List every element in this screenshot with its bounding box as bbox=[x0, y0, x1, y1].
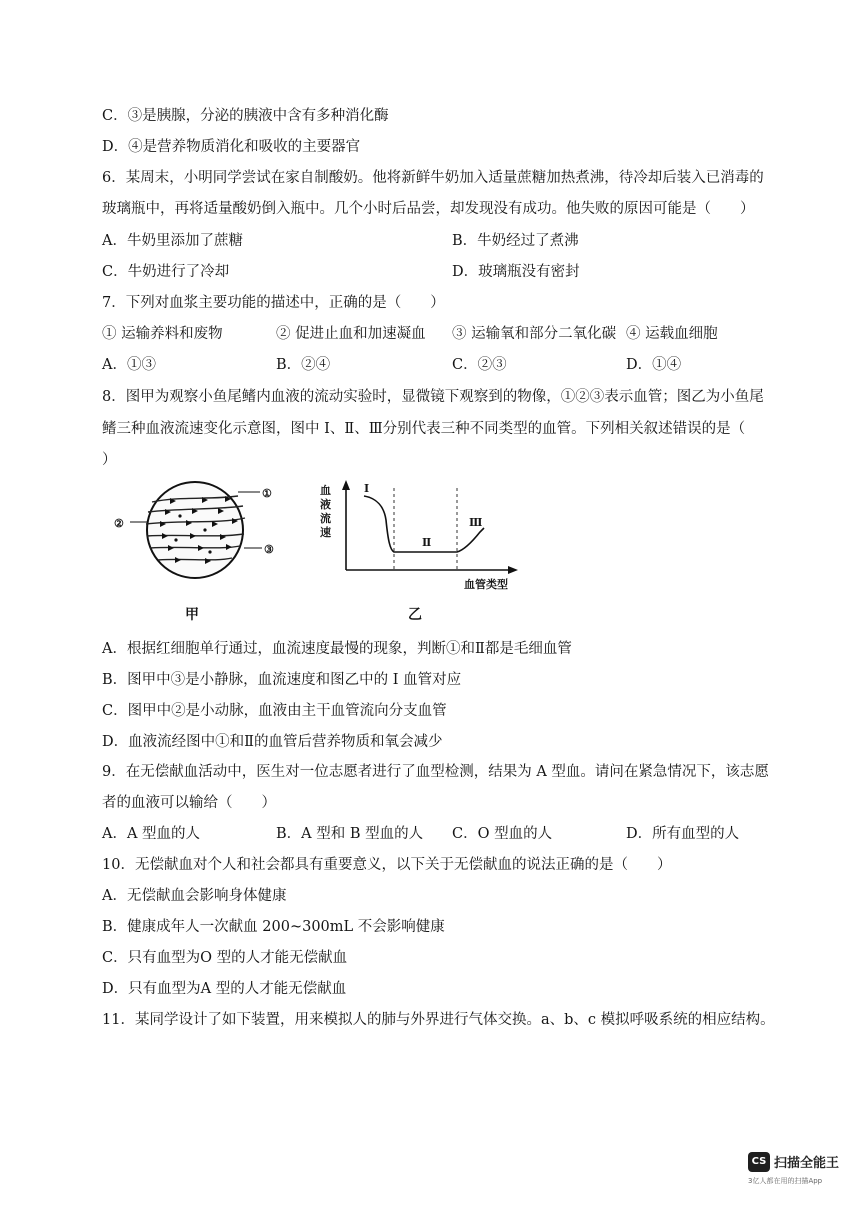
yi-ylabel-char-2: 液 bbox=[320, 498, 331, 511]
q9-stem-line1: 9．在无偿献血活动中，医生对一位志愿者进行了血型检测，结果为 A 型血。请问在紧急情况下，该志愿 bbox=[102, 764, 769, 780]
q9-option-d: D．所有血型的人 bbox=[626, 826, 740, 842]
yi-roman-1: Ⅰ bbox=[364, 482, 370, 495]
q6-stem-line2: 玻璃瓶中，再将适量酸奶倒入瓶中。几个小时后品尝，却发现没有成功。他失败的原因可能是（ ） bbox=[102, 201, 755, 217]
q8-option-b: B．图甲中③是小静脉，血流速度和图乙中的 Ⅰ 血管对应 bbox=[102, 672, 462, 688]
q6-option-c: C．牛奶进行了冷却 bbox=[102, 264, 230, 280]
q10-option-a: A．无偿献血会影响身体健康 bbox=[102, 888, 287, 904]
q7-option-b: B．②④ bbox=[276, 357, 331, 373]
q7-item-4: ④ 运载血细胞 bbox=[626, 326, 718, 342]
figure-jia-microscope-view bbox=[110, 478, 310, 598]
scanner-app-name: 扫描全能王 bbox=[774, 1156, 840, 1171]
yi-ylabel-char-3: 流 bbox=[320, 512, 331, 525]
q7-item-2: ② 促进止血和加速凝血 bbox=[276, 326, 426, 342]
q6-option-d: D．玻璃瓶没有密封 bbox=[452, 264, 580, 280]
q10-option-c: C．只有血型为O 型的人才能无偿献血 bbox=[102, 950, 348, 966]
figure-yi-velocity-graph bbox=[314, 476, 524, 596]
scanner-logo-icon: CS bbox=[748, 1152, 770, 1172]
yi-ylabel-char-1: 血 bbox=[320, 484, 331, 497]
figure-jia-caption: 甲 bbox=[185, 607, 199, 623]
q9-option-a: A．A 型血的人 bbox=[102, 826, 201, 842]
scanner-tagline: 3亿人都在用的扫描App bbox=[748, 1177, 823, 1185]
q10-option-d: D．只有血型为A 型的人才能无偿献血 bbox=[102, 981, 347, 997]
q5-option-d: D．④是营养物质消化和吸收的主要器官 bbox=[102, 139, 361, 155]
q10-option-b: B．健康成年人一次献血 200~300mL 不会影响健康 bbox=[102, 919, 445, 935]
q7-option-d: D．①④ bbox=[626, 357, 682, 373]
q9-stem-line2: 者的血液可以输给（ ） bbox=[102, 795, 276, 811]
q7-item-3: ③ 运输氧和部分二氧化碳 bbox=[452, 326, 617, 342]
q9-option-b: B．A 型和 B 型血的人 bbox=[276, 826, 424, 842]
jia-mark-3: ③ bbox=[264, 543, 274, 556]
q7-stem: 7．下列对血浆主要功能的描述中，正确的是（ ） bbox=[102, 295, 445, 311]
jia-mark-2: ② bbox=[114, 517, 124, 530]
q8-option-d: D．血液流经图中①和Ⅱ的血管后营养物质和氧会减少 bbox=[102, 734, 443, 750]
q8-stem-line2: 鳍三种血液流速变化示意图，图中 Ⅰ、Ⅱ、Ⅲ分别代表三种不同类型的血管。下列相关叙述错误的是（ bbox=[102, 421, 746, 437]
scanner-watermark bbox=[748, 1150, 858, 1190]
q6-stem-line1: 6．某周末，小明同学尝试在家自制酸奶。他将新鲜牛奶加入适量蔗糖加热煮沸，待冷却后装入已消毒的 bbox=[102, 170, 764, 186]
q8-stem-line3: ） bbox=[102, 452, 117, 468]
q8-option-a: A．根据红细胞单行通过，血流速度最慢的现象，判断①和Ⅱ都是毛细血管 bbox=[102, 641, 572, 657]
q8-option-c: C．图甲中②是小动脉，血液由主干血管流向分支血管 bbox=[102, 703, 447, 719]
q11-stem: 11．某同学设计了如下装置，用来模拟人的肺与外界进行气体交换。a、b、c 模拟呼吸系统的相应结构。 bbox=[102, 1012, 775, 1028]
q6-option-a: A．牛奶里添加了蔗糖 bbox=[102, 233, 243, 249]
q6-option-b: B．牛奶经过了煮沸 bbox=[452, 233, 579, 249]
q7-option-c: C．②③ bbox=[452, 357, 507, 373]
q5-option-c: C．③是胰腺，分泌的胰液中含有多种消化酶 bbox=[102, 108, 389, 124]
yi-ylabel-char-4: 速 bbox=[320, 526, 331, 539]
q10-stem: 10．无偿献血对个人和社会都具有重要意义，以下关于无偿献血的说法正确的是（ ） bbox=[102, 857, 672, 873]
q9-option-c: C．O 型血的人 bbox=[452, 826, 553, 842]
q8-stem-line1: 8．图甲为观察小鱼尾鳍内血液的流动实验时，显微镜下观察到的物像，①②③表示血管；图乙为小鱼尾 bbox=[102, 389, 764, 405]
jia-mark-1: ① bbox=[262, 487, 272, 500]
figure-yi-caption: 乙 bbox=[408, 607, 422, 623]
q7-option-a: A．①③ bbox=[102, 357, 156, 373]
yi-roman-3: Ⅲ bbox=[469, 516, 483, 529]
yi-xlabel: 血管类型 bbox=[464, 578, 508, 591]
q7-item-1: ① 运输养料和废物 bbox=[102, 326, 223, 342]
yi-roman-2: Ⅱ bbox=[422, 536, 432, 549]
